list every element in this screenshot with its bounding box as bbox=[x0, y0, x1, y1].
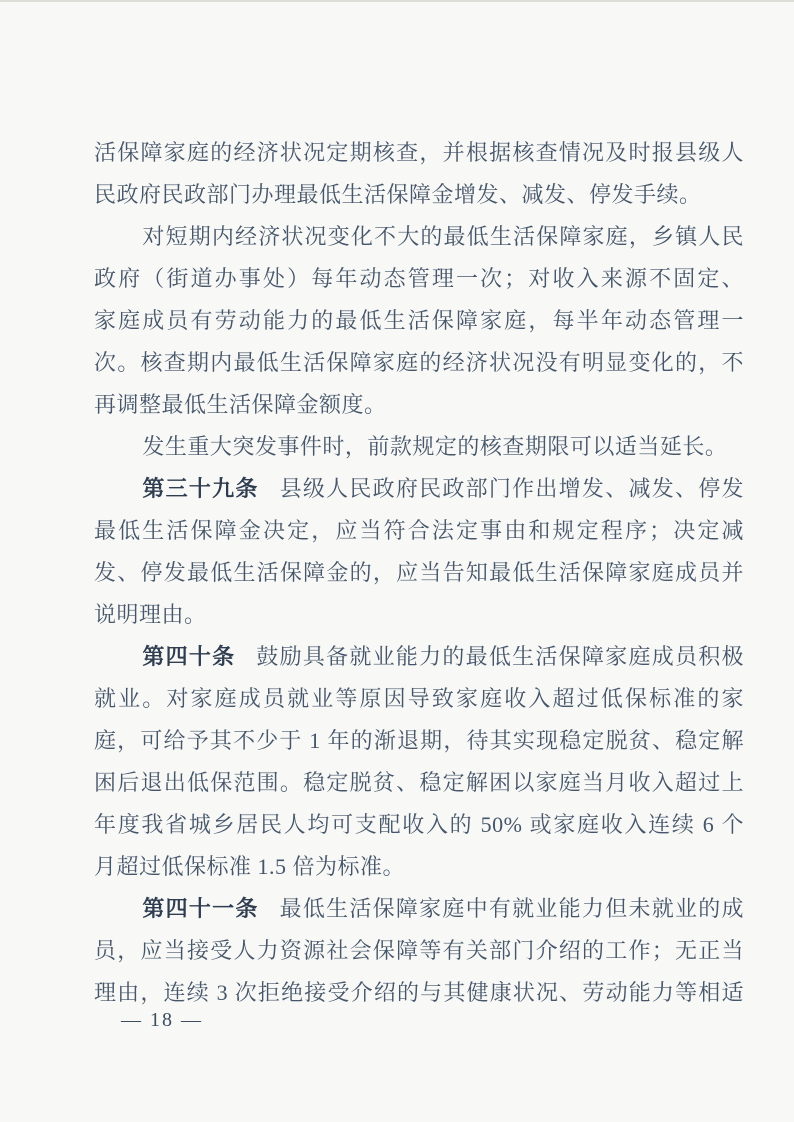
body-text: 活保障家庭的经济状况定期核查，并根据核查情况及时报县级人 bbox=[94, 140, 744, 165]
body-text: 发、停发最低生活保障金的，应当告知最低生活保障家庭成员并 bbox=[94, 560, 744, 585]
body-text: 县级人民政府民政部门作出增发、减发、停发 bbox=[279, 476, 744, 501]
body-line-16 bbox=[94, 762, 744, 804]
body-line-10 bbox=[94, 510, 744, 552]
body-line-20 bbox=[94, 930, 744, 972]
body-line-19 bbox=[94, 888, 744, 930]
body-line-14 bbox=[94, 678, 744, 720]
body-line-8 bbox=[94, 426, 744, 468]
article-number-41: 第四十一条 bbox=[142, 896, 259, 921]
body-line-2 bbox=[94, 174, 744, 216]
body-text: 对短期内经济状况变化不大的最低生活保障家庭，乡镇人民 bbox=[142, 224, 744, 249]
body-text: 家庭成员有劳动能力的最低生活保障家庭，每半年动态管理一 bbox=[94, 308, 744, 333]
body-text: 困后退出低保范围。稳定脱贫、稳定解困以家庭当月收入超过上 bbox=[94, 770, 744, 795]
body-text: 理由，连续 3 次拒绝接受介绍的与其健康状况、劳动能力等相适 bbox=[94, 980, 744, 1005]
body-text: 最低生活保障家庭中有就业能力但未就业的成 bbox=[279, 896, 744, 921]
body-line-12 bbox=[94, 594, 744, 636]
article-number-39: 第三十九条 bbox=[142, 476, 259, 501]
body-line-3 bbox=[94, 216, 744, 258]
body-line-7 bbox=[94, 384, 744, 426]
body-line-6 bbox=[94, 342, 744, 384]
body-line-4 bbox=[94, 258, 744, 300]
article-number-40: 第四十条 bbox=[142, 644, 236, 669]
body-text: 就业。对家庭成员就业等原因导致家庭收入超过低保标准的家 bbox=[94, 686, 744, 711]
body-text: 最低生活保障金决定，应当符合法定事由和规定程序；决定减 bbox=[94, 518, 744, 543]
document-body bbox=[94, 132, 744, 1014]
page-number: — 18 — bbox=[121, 1009, 203, 1031]
body-text: 再调整最低生活保障金额度。 bbox=[94, 392, 387, 417]
body-text: 发生重大突发事件时，前款规定的核查期限可以适当延长。 bbox=[142, 434, 728, 459]
body-text: 年度我省城乡居民人均可支配收入的 50% 或家庭收入连续 6 个 bbox=[94, 812, 744, 837]
body-text: 次。核查期内最低生活保障家庭的经济状况没有明显变化的，不 bbox=[94, 350, 744, 375]
body-line-9 bbox=[94, 468, 744, 510]
body-line-5 bbox=[94, 300, 744, 342]
body-text: 政府（街道办事处）每年动态管理一次；对收入来源不固定、 bbox=[94, 266, 744, 291]
body-text: 月超过低保标准 1.5 倍为标准。 bbox=[94, 854, 406, 879]
body-text: 说明理由。 bbox=[94, 602, 207, 627]
body-line-15 bbox=[94, 720, 744, 762]
body-line-18 bbox=[94, 846, 744, 888]
body-line-13 bbox=[94, 636, 744, 678]
body-text: 民政府民政部门办理最低生活保障金增发、减发、停发手续。 bbox=[94, 182, 702, 207]
body-text: 鼓励具备就业能力的最低生活保障家庭成员积极 bbox=[256, 644, 744, 669]
body-text: 员，应当接受人力资源社会保障等有关部门介绍的工作；无正当 bbox=[94, 938, 744, 963]
body-line-11 bbox=[94, 552, 744, 594]
body-line-1 bbox=[94, 132, 744, 174]
body-text: 庭，可给予其不少于 1 年的渐退期，待其实现稳定脱贫、稳定解 bbox=[94, 728, 744, 753]
body-line-17 bbox=[94, 804, 744, 846]
